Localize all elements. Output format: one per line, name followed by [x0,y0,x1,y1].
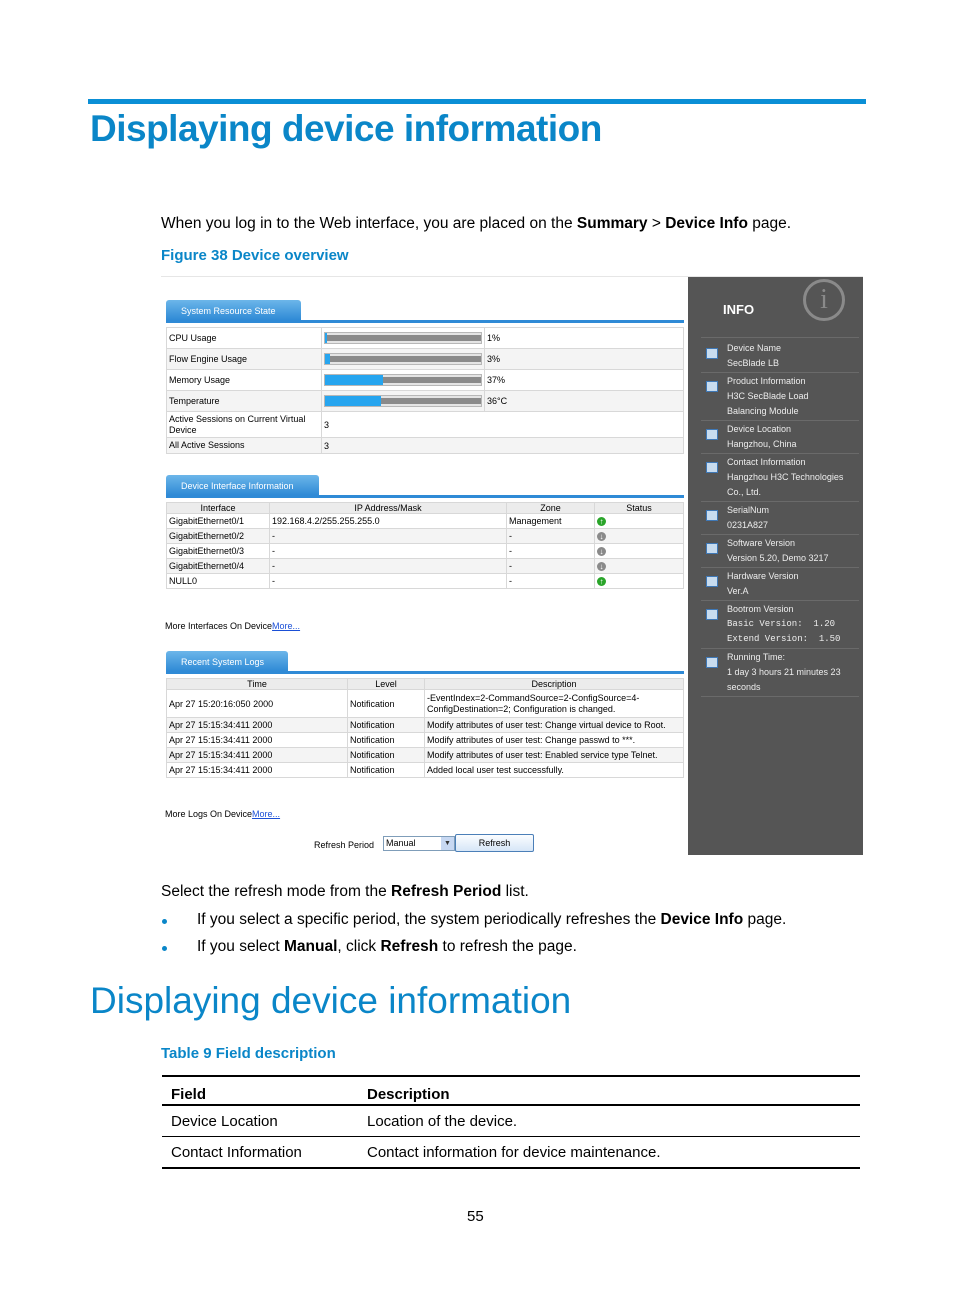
info-line: Balancing Module [727,406,799,416]
log-description-line: Modify attributes of user test: Enabled service type Telnet. [427,749,658,760]
resource-table [166,327,684,454]
table-row [167,438,684,454]
log-description [425,748,684,763]
table-row [167,328,684,349]
resource-bar-cell [322,349,485,370]
tab-underline [166,320,684,323]
more-logs-line: More Logs On DeviceMore... [165,809,281,819]
field-name: Contact Information [162,1137,358,1169]
bullet-icon [162,946,167,951]
table-row [167,559,684,574]
software-icon [706,543,718,554]
resource-value: 3 [322,412,684,438]
status-cell [595,559,684,574]
info-text [727,569,799,599]
info-line: 0231A827 [727,520,769,530]
info-line: Device Location [727,424,792,434]
usage-bar [324,332,482,344]
info-line: Co., Ltd. [727,487,762,497]
info-line: Hangzhou, China [727,439,797,449]
product-icon [706,381,718,392]
info-text [727,536,829,566]
table-row [167,529,684,544]
more-interfaces-line: More Interfaces On DeviceMore... [165,621,301,631]
section-title: Displaying device information [90,980,572,1021]
interface-ip: - [270,574,507,589]
log-level: Notification [348,733,425,748]
info-item [701,453,859,502]
info-item [701,339,859,373]
intro-paragraph: When you log in to the Web interface, you are placed on the Summary > Device Info page. [161,215,792,232]
status-down-icon: ↓ [597,532,606,541]
interface-ip: 192.168.4.2/255.255.255.0 [270,514,507,529]
info-item [701,420,859,454]
log-time: Apr 27 15:15:34:411 2000 [167,748,348,763]
info-text [727,503,769,533]
resource-value: 36°C [485,391,684,412]
info-item [701,534,859,568]
col-description: Description [358,1076,860,1105]
usage-bar-fill [325,333,327,343]
interface-zone: - [507,529,595,544]
log-description-line: Modify attributes of user test: Change passwd to ***. [427,734,636,745]
resource-value: 37% [485,370,684,391]
table-row [167,514,684,529]
usage-bar-fill [325,375,383,385]
info-item [701,372,859,421]
log-description [425,733,684,748]
tab-device-interface-information[interactable]: Device Interface Information [166,475,319,495]
tab-recent-system-logs[interactable]: Recent System Logs [166,651,288,671]
interface-ip: - [270,559,507,574]
more-interfaces-link[interactable]: More... [272,621,301,631]
info-item [701,600,859,649]
table-row [167,718,684,733]
usage-bar-fill [325,396,381,406]
col-time: Time [167,679,348,690]
usage-bar [324,353,482,365]
table-row [167,690,684,718]
tab-underline [166,671,684,674]
info-text [727,602,840,647]
interface-zone: - [507,544,595,559]
select-paragraph: Select the refresh mode from the Refresh Period list. [161,883,529,900]
table-caption: Table 9 Field description [161,1045,336,1062]
table-row [167,544,684,559]
resource-label: All Active Sessions [167,438,322,454]
col-status: Status [595,503,684,514]
resource-value: 1% [485,328,684,349]
interface-iface: GigabitEthernet0/4 [167,559,270,574]
field-description: Location of the device. [358,1105,860,1137]
field-name: Device Location [162,1105,358,1137]
table-row [167,349,684,370]
info-line: Running Time: [727,652,786,662]
info-line: Bootrom Version [727,604,794,614]
usage-bar-track [325,356,481,362]
log-level: Notification [348,690,425,718]
status-cell [595,574,684,589]
interface-iface: GigabitEthernet0/1 [167,514,270,529]
interface-iface: GigabitEthernet0/3 [167,544,270,559]
log-level: Notification [348,748,425,763]
info-line: Extend Version: 1.50 [727,634,841,644]
col-ip-mask: IP Address/Mask [270,503,507,514]
info-text [727,650,841,695]
info-line: Software Version [727,538,796,548]
bootrom-icon [706,609,718,620]
info-text [727,341,781,371]
log-description-line: Modify attributes of user test: Change virtual device to Root. [427,719,666,730]
info-icon: i [803,279,845,321]
status-cell [595,529,684,544]
table-row [167,370,684,391]
log-description [425,763,684,778]
table-row [167,391,684,412]
more-logs-link[interactable]: More... [252,809,281,819]
info-line: Contact Information [727,457,806,467]
interface-iface: NULL0 [167,574,270,589]
table-row [167,574,684,589]
resource-value: 3 [322,438,684,454]
chevron-down-icon[interactable]: ▼ [441,837,454,850]
usage-bar [324,395,482,407]
refresh-period-label: Refresh Period [314,840,375,850]
col-interface: Interface [167,503,270,514]
clock-icon [706,657,718,668]
status-cell [595,514,684,529]
col-description: Description [425,679,684,690]
hardware-icon [706,576,718,587]
table-row [162,1137,860,1169]
log-description-line: -EventIndex=2-CommandSource=2-ConfigSource=4- [427,692,640,703]
field-description-table [162,1075,860,1169]
info-item [701,501,859,535]
info-line: Device Name [727,343,782,353]
table-row [167,763,684,778]
resource-label: Flow Engine Usage [167,349,322,370]
table-row [167,412,684,438]
globe-icon [706,429,718,440]
usage-bar-fill [325,354,330,364]
serial-icon [706,510,718,521]
resource-bar-cell [322,370,485,391]
usage-bar [324,374,482,386]
info-line: Ver.A [727,586,749,596]
log-time: Apr 27 15:15:34:411 2000 [167,763,348,778]
info-line: Hardware Version [727,571,799,581]
bullet-item: If you select Manual, click Refresh to refresh the page. [197,938,577,955]
resource-label: CPU Usage [167,328,322,349]
col-zone: Zone [507,503,595,514]
info-line: SecBlade LB [727,358,780,368]
logs-table [166,678,684,778]
bullet-item: If you select a specific period, the system periodically refreshes the Device Info page. [197,911,787,928]
interface-zone: Management [507,514,595,529]
top-rule [88,99,866,104]
log-description [425,718,684,733]
table-row [167,733,684,748]
info-text [727,374,809,419]
resource-label: Memory Usage [167,370,322,391]
resource-bar-cell [322,391,485,412]
resource-bar-cell [322,328,485,349]
table-row [162,1105,860,1137]
status-down-icon: ↓ [597,547,606,556]
interface-ip: - [270,529,507,544]
info-line: Product Information [727,376,806,386]
page-number: 55 [467,1208,484,1225]
tab-underline [166,495,684,498]
status-up-icon: ↑ [597,577,606,586]
interface-table [166,502,684,589]
info-title: INFO [723,302,755,317]
info-text [727,455,843,500]
status-cell [595,544,684,559]
usage-bar-track [325,335,481,341]
interface-iface: GigabitEthernet0/2 [167,529,270,544]
info-line: Hangzhou H3C Technologies [727,472,844,482]
info-line: seconds [727,682,761,692]
refresh-button[interactable]: Refresh [455,834,534,852]
resource-label: Active Sessions on Current Virtual Device [167,412,322,438]
refresh-period-select[interactable]: Manual ▼ [383,836,455,851]
info-line: H3C SecBlade Load [727,391,809,401]
log-time: Apr 27 15:15:34:411 2000 [167,733,348,748]
info-divider [701,337,859,338]
col-level: Level [348,679,425,690]
log-description [425,690,684,718]
log-description-line: ConfigDestination=2; Configuration is changed. [427,703,616,714]
col-field: Field [162,1076,358,1105]
contact-icon [706,462,718,473]
log-description-line: Added local user test successfully. [427,764,564,775]
status-down-icon: ↓ [597,562,606,571]
info-line: Basic Version: 1.20 [727,619,836,629]
tab-system-resource-state[interactable]: System Resource State [166,300,301,320]
figure-caption: Figure 38 Device overview [161,247,349,264]
resource-label: Temperature [167,391,322,412]
info-item [701,648,859,697]
info-line: Version 5.20, Demo 3217 [727,553,829,563]
interface-zone: - [507,559,595,574]
interface-ip: - [270,544,507,559]
info-text [727,422,797,452]
table-row [167,748,684,763]
info-line: SerialNum [727,505,770,515]
log-level: Notification [348,763,425,778]
info-line: 1 day 3 hours 21 minutes 23 [727,667,841,677]
resource-value: 3% [485,349,684,370]
log-time: Apr 27 15:15:34:411 2000 [167,718,348,733]
log-time: Apr 27 15:20:16:050 2000 [167,690,348,718]
page-title: Displaying device information [90,108,602,149]
status-up-icon: ↑ [597,517,606,526]
info-panel [688,277,863,855]
interface-zone: - [507,574,595,589]
device-icon [706,348,718,359]
bullet-icon [162,919,167,924]
field-description: Contact information for device maintenance. [358,1137,860,1169]
info-item [701,567,859,601]
log-level: Notification [348,718,425,733]
